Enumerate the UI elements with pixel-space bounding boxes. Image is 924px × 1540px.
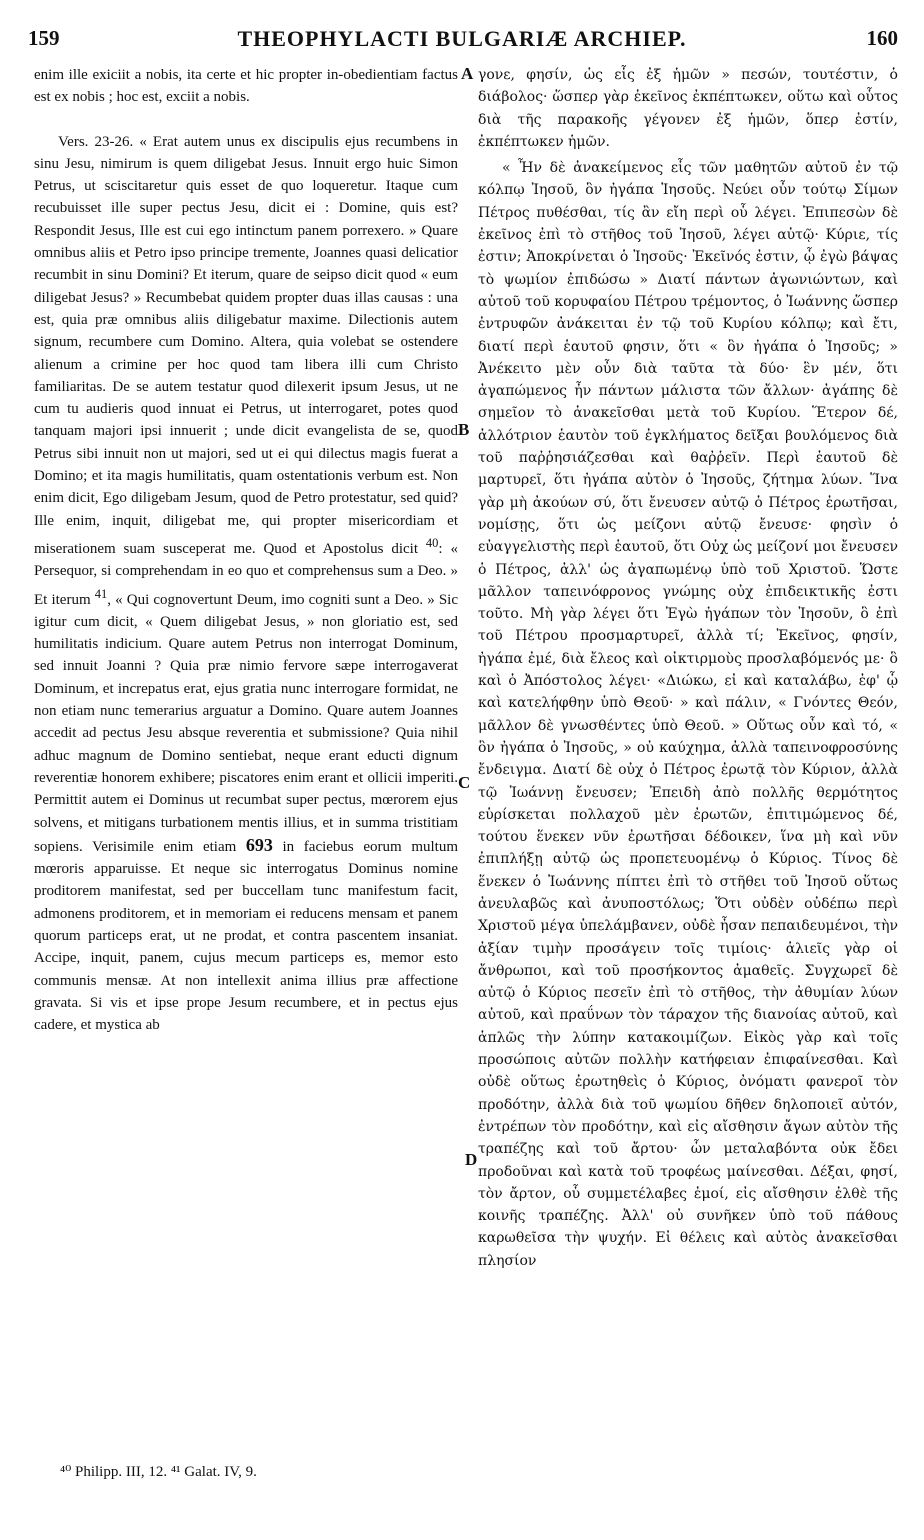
- margin-marker-c: C: [458, 773, 471, 792]
- column-number: 693: [245, 834, 273, 855]
- latin-column: [34, 64, 458, 1036]
- running-title: THEOPHYLACTI BULGARIÆ ARCHIEP.: [237, 26, 687, 51]
- margin-marker-d: D: [465, 1150, 478, 1169]
- footnote-ref: 40: [425, 535, 439, 550]
- margin-marker-b: B: [458, 420, 470, 439]
- latin-text: Vers. 23-26. « Erat autem unus ex discipulis ejus recumbens in sinu Jesu, nimirum is quem diligebat Jesus. Innuit ergo huic Simon Petrus, ut sciscitaretur quis esset de quo loqueretur. Itaque cum recubuisset ille super pectus Jesu, dicit ei : Domine, quis est? Respondit Jesus, Ille est cui ego intinctum panem porrexero. » Quare omnibus aliis et Petro ipso principe tremente, Joannes quasi delicatior recumbit in sinu Domini? Et iterum, quare de seipso dicit quod « eum diligebat Jesus? » Recumbebat quidem propter duas illas causas : una est, quia præ omnibus aliis diligebatur maxime. Dilectionis autem signum, recumbere cum Domino. Altera, quia volebat se ostendere alienum a crimine per hoc quod tam libera illi cum Christo familiaritas. De se autem testatur quod dilexerit ipsum Jesus, ut ne cum tu audieris quod innuat ei Petrus, ut interrogaret, potes quod tanquam majori ipsi innuerit ; unde dicit evangelista de se, quod Petrus sibi innuit non ut majori, sed ut ei qui dilectus magis fuerat a Domino; et ita magis humilitatis, quam ostentationis verbum est. Non enim dicit, Ego diligebam Jesum, quod de Petro protestatur, sed quid? Ille enim, inquit, diligebat me, qui propter misericordiam et miserationem suam susceperat me. Quod et Apostolus dicit: [34, 133, 458, 557]
- page-number-left: 159: [28, 26, 60, 50]
- latin-text: in faciebus eorum multum mœroris apparuisse. Et neque sic interrogatus Dominus nomine proditorem manifestat, sed per buccellam tunc manifestum facit, admonens proditorem, et in memoriam ei reducens mensam et panem quorum particeps erat, ut ne prodat, et contra pascentem insaniat. Accipe, inquit, panem, cujus mecum particeps es, memor esto communis mensæ. At non intellexit anima illius præ affectione gravata. Si vis et ipse prope Jesum recumbere, et in pectus ejus cadere, et mystica ab: [34, 838, 458, 1034]
- greek-paragraph: γονε, φησίν, ὡς εἷς ἐξ ἡμῶν » πεσών, τουτέστιν, ὁ διάβολος· ὥσπερ γὰρ ἐκεῖνος ἐκπέπτωκεν, οὕτω καὶ οὗτος διὰ τῆς παρακοῆς γέγονεν ἐξ ἡμῶν, ὅπερ ἐστίν, ἐκπέπτωκεν ἡμῶν.: [478, 67, 898, 150]
- greek-column: [478, 64, 898, 1272]
- greek-paragraph: « Ἦν δὲ ἀνακείμενος εἷς τῶν μαθητῶν αὐτοῦ ἐν τῷ κόλπῳ Ἰησοῦ, ὃν ἠγάπα Ἰησοῦς. Νεύει οὖν τούτῳ Σίμων Πέτρος πυθέσθαι, τίς ἂν εἴη περὶ οὗ λέγει. Ἐπιπεσὼν δὲ ἐκεῖνος ἐπὶ τὸ στῆθος τοῦ Ἰησοῦ, λέγει αὐτῷ· Κύριε, τίς ἐστιν; Ἀποκρίνεται ὁ Ἰησοῦς· Ἐκεῖνός ἐστιν, ᾧ ἐγὼ βάψας τὸ ψωμίον ἐπιδώσω » Διατί πάντων ἀγωνιώντων, καὶ αὐτοῦ τοῦ κορυφαίου Πέτρου τρέμοντος, ὁ Ἰωάννης ὥσπερ ἐντρυφῶν ἀνάκειται ἐν τῷ τοῦ Κυρίου κόλπῳ; καὶ ἔτι, διατί περὶ ἑαυτοῦ φησιν, ὅτι « ὃν ἠγάπα ὁ Ἰησοῦς; » Ἀνέκειτο μὲν οὖν διὰ ταῦτα τὰ δύο· ἓν μέν, ὅτι ἀγαπώμενος ἦν πάντων μάλιστα τῶν ἄλλων· ἀγάπης δὲ σημεῖον τὸ ἀνακεῖσθαι μετὰ τοῦ Κυρίου. Ἕτερον δέ, ἀλλότριον ἑαυτὸν τοῦ ἐγκλήματος δεῖξαι βουλόμενος διὰ τοῦ παῤῥησιάζεσθαι καὶ θαῤῥεῖν. Περὶ ἑαυτοῦ δὲ μαρτυρεῖ, ὅτι ἠγάπα αὐτὸν ὁ Ἰησοῦς, ζήτημα λύων. Ἵνα γὰρ μὴ ἀκούων σύ, ὅτι ἔνευσεν αὐτῷ ὁ Πέτρος ἐρωτῆσαι, νομίσῃς, ὅτι ὡς μείζονι αὐτῷ ἔνευσε· φησὶν ὁ εὐαγγελιστὴς περὶ ἑαυτοῦ, ὅτι Οὐχ ὡς μείζονί μοι ἔνευσεν ὁ Πέτρος, ἀλλ' ὡς ἀγαπωμένῳ ὑπὸ τοῦ Χριστοῦ. Ὥστε μᾶλλον ταπεινόφρονος γνώμης οὐχ ἐπιδεικτικῆς ἐστι τοῦτο. Μὴ γὰρ λέγει ὅτι Ἐγὼ ἠγάπων τὸν Ἰησοῦν, ὃ ἐπὶ τοῦ Πέτρου προσμαρτυρεῖ, ἀλλὰ τί; Ἐκεῖνος, φησίν, ἠγάπα ἐμέ, διὰ ἔλεος καὶ οἰκτιρμοὺς προσλαβόμενός με· ὃ καὶ ὁ Ἀπόστολος λέγει· «Διώκω, εἰ καὶ καταλάβω, ἐφ' ᾧ καὶ κατελήφθην ὑπὸ Θεοῦ· » καὶ πάλιν, « Γνόντες Θεόν, μᾶλλον δὲ γνωσθέντες ὑπὸ Θεοῦ. » Οὕτως οὖν καὶ τό, « ὃν ἠγάπα ὁ Ἰησοῦς, » οὐ καύχημα, ἀλλὰ ταπεινοφροσύνης ἔνδειγμα. Διατί δὲ οὐχ ὁ Πέτρος ἐρωτᾷ τὸν Κύριον, ἀλλὰ τῷ Ἰωάννῃ ἔνευσεν; Ἐπειδὴ ἀπὸ πολλῆς θερμότητος εὑρίσκεται πολλαχοῦ μὲν ἐρωτῶν, ἐπιτιμώμενος δέ, τούτου ἕνεκεν νῦν ἐρωτῆσαι δέδοικεν, ἵνα μὴ καὶ νῦν ἐπιπλήξῃ αὐτῷ ὡς προπετευομένῳ ὁ Κύριος. Τίνος δὲ ἕνεκεν ὁ Ἰωάννης πίπτει ἐπὶ τὸ στῆθει τοῦ Ἰησοῦ οὕτως ἀνευλαβῶς καὶ ἀνυποστόλως; Ὅτι οὐδὲν οὐδέπω περὶ Χριστοῦ μέγα ὑπελάμβανεν, οὐδὲ ἦσαν πεπαιδευμένοι, τὴν ἀξίαν τιμὴν προσάγειν τοῖς τιμίοις· ἁλιεῖς γὰρ οἱ ἄνθρωποι, καὶ τοῦ προσήκοντος ἀμαθεῖς. Συγχωρεῖ δὲ αὐτῷ ὁ Κύριος πεσεῖν ἐπὶ τὸ στῆθος, τὴν ἀθυμίαν λύων αὐτοῦ, καὶ πραΰνων τὸν τάραχον τῆς διανοίας αὐτοῦ, καὶ ἁπλῶς τὴν λύπην κατακοιμίζων. Εἰκὸς γὰρ καὶ τοῖς προσώποις αὐτῶν πολλὴν κατήφειαν ἐπιφαίνεσθαι. Καὶ οὐδὲ οὕτως ἐρωτηθεὶς ὁ Κύριος, ὀνόματι φανεροῖ τὸν προδότην, ἀλλὰ διὰ τοῦ ψωμίου δῆθεν δηλοποιεῖ αὐτόν, ἐντρέπων τὸν προδότην, καὶ εἰς αἴσθησιν ἄγων αὐτὸν τῆς τραπέζης καὶ τοῦ ἄρτου· ὧν μεταλαβόντα οὐκ ἔδει προδοῦναι καὶ κατὰ τοῦ τροφέως μαίνεσθαι. Δέξαι, φησί, τὸν ἄρτον, οὗ συμμετέλαβες ἐμοί, εἰς αἴσθησιν ἐλθὲ τῆς κοινῆς τραπέζης. Ἀλλ' οὐ συνῆκεν ὑπὸ τοῦ πάθους καρωθεῖσα τὴν ψυχήν. Εἰ θέλεις καὶ αὐτὸς ἀνακεῖσθαι πλησίον: [478, 160, 898, 1269]
- page-header: [0, 26, 924, 56]
- page-number-right: 160: [866, 26, 898, 50]
- footnote-ref: 41: [94, 586, 108, 601]
- latin-paragraph: enim ille exiciit a nobis, ita certe et hic propter in-obedientiam factus est ex nobis ; hoc est, exciit a nobis.: [34, 67, 458, 106]
- latin-text: : « Persequor, si comprehendam in eo quo et comprehensus sum a Deo. » Et iterum: [34, 540, 458, 608]
- latin-paragraph: [34, 131, 458, 1037]
- footnote: ⁴⁰ Philipp. III, 12. ⁴¹ Galat. IV, 9.: [60, 1464, 257, 1480]
- margin-marker-a: A: [461, 64, 474, 83]
- latin-text: , « Qui cognovertunt Deum, imo cogniti sunt a Deo. » Sic igitur cum dicit, « Quem diligebat Jesus, » non gloriatio est, sed humilitatis indicium. Quare autem Petrus non interrogat Dominum, sed innuit Joanni ? Quia præ nimio fervore sæpe interrogaverat Dominum, et increpatus erat, ejus gratia nunc interrogare formidat, ne non etiam nunc temerarius arguatur a Domino. Quare autem Joannes accedit ad pectus Jesu absque reverentia et submissione? Quia nihil adhuc magnum de Domino sentiebat, neque erant educti dignum reverentiæ honorem exhibere; piscatores enim erant et ollicii imperiti. Permittit autem ei Dominus ut recumbat super pectus, mœrorem ejus solvens, et mitigans turbationem mentis illius, et in summa tristitiam sopiens. Verisimile enim etiam: [34, 591, 458, 855]
